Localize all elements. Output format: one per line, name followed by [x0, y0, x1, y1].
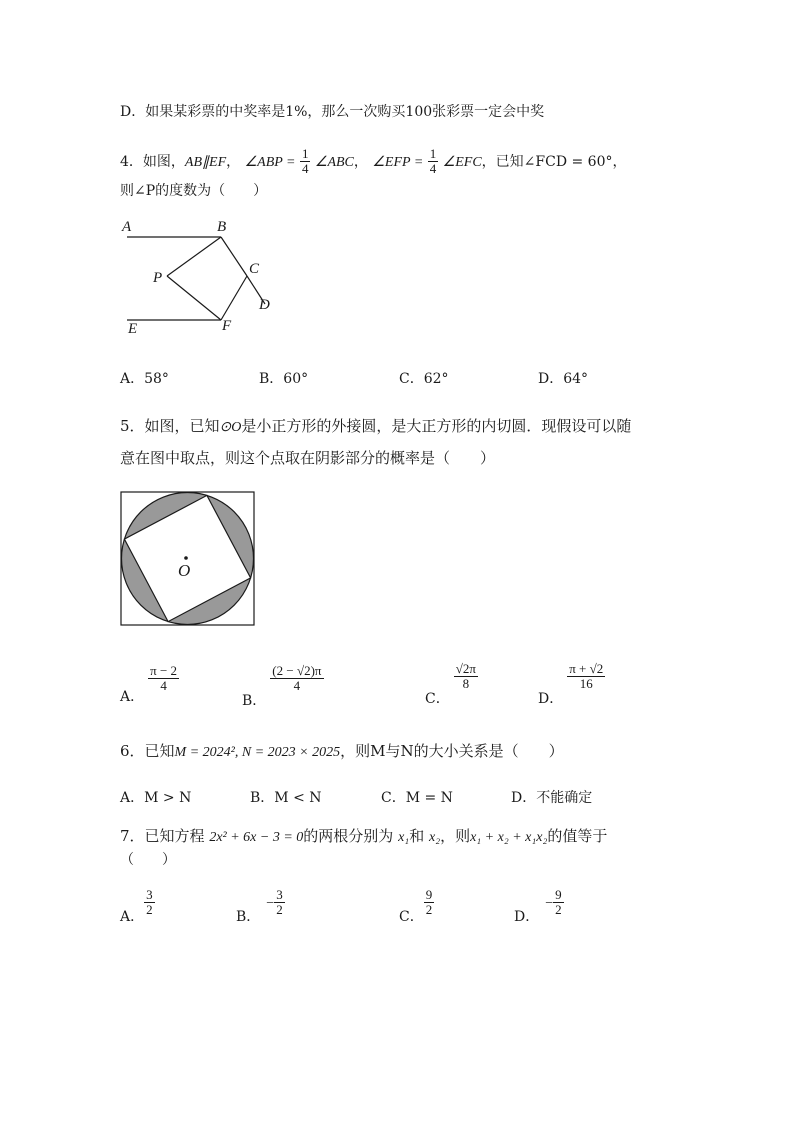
- q4-option-a: A．58°: [120, 371, 169, 387]
- q4-angle-abp: ∠ABP =: [244, 154, 296, 170]
- q4-option-b: B．60°: [259, 371, 309, 387]
- q4-stem-line1: 4．如图，AB∥EF， ∠ABP = $\frac{1}{4}$ ∠ABC， ∠EFP = $\frac{1}{4}$ ∠EFC，已知∠FCD = 60°，: [120, 146, 627, 177]
- q4-fraction-2: $\frac{1}{4}$: [429, 146, 437, 177]
- q4-known-condition: ，已知∠FCD = 60°，: [481, 153, 627, 170]
- q7-option-c: C． $\frac{9}{2}$: [399, 887, 433, 925]
- q5-option-b: B． $\frac{(2 - √2)\pi}{4}$: [242, 663, 322, 709]
- q7-option-b: B．− $\frac{3}{2}$: [236, 887, 283, 925]
- q5-stem-line2: 意在图中取点，则这个点取在阴影部分的概率是（ ）: [120, 449, 496, 467]
- q4-label-a: A: [122, 219, 132, 235]
- q4-stem-line2: 则∠P的度数为（ ）: [120, 183, 268, 199]
- q3-option-d: D．如果某彩票的中奖率是1%，那么一次购买100张彩票一定会中奖: [120, 104, 545, 120]
- q4-prefix: 4．如图，: [120, 153, 185, 170]
- q7-equation: 2x² + 6x − 3 = 0: [209, 830, 304, 845]
- q4-angle-abc: ∠ABC: [314, 154, 354, 170]
- q4-geometry-figure: [115, 218, 285, 343]
- q5-option-c: C． $\frac{√2\pi}{8}$: [425, 661, 476, 707]
- q4-angle-efc: ∠EFC: [442, 154, 482, 170]
- q4-angle-efp: ∠EFP =: [372, 154, 424, 170]
- q4-label-p: P: [153, 270, 163, 286]
- q4-label-d: D: [259, 297, 270, 313]
- q4-option-c: C．62°: [399, 371, 449, 387]
- q7-expression: x₁ + x₂ + x₁x₂: [470, 830, 548, 845]
- q6-stem: 6．已知M = 2024², N = 2023 × 2025，则M与N的大小关系是（ ）: [120, 742, 564, 760]
- q7-stem-line1: 7．已知方程 2x² + 6x − 3 = 0的两根分别为 x₁和 x₂，则x₁ + x₂ + x₁x₂的值等于: [120, 827, 608, 845]
- q4-label-f: F: [222, 318, 232, 334]
- q7-option-a: A． $\frac{3}{2}$: [120, 887, 153, 925]
- q7-root2: x₂: [428, 830, 441, 845]
- q6-option-c: C．M = N: [381, 790, 453, 806]
- segment-cf: [221, 276, 247, 320]
- q5-stem-line1: 5．如图，已知⊙O是小正方形的外接圆，是大正方形的内切圆．现假设可以随: [120, 417, 632, 435]
- q6-option-b: B．M < N: [250, 790, 322, 806]
- q5-geometry-figure: [120, 491, 256, 627]
- q7-stem-line2: （ ）: [120, 852, 176, 868]
- segment-bc: [221, 237, 247, 276]
- q4-comma: ，: [226, 153, 241, 170]
- q4-label-b: B: [217, 219, 227, 235]
- segment-bp: [167, 237, 221, 276]
- center-point: [184, 556, 188, 560]
- q5-label-o: O: [178, 561, 191, 580]
- segment-pf: [167, 276, 221, 320]
- q6-formula: M = 2024², N = 2023 × 2025: [174, 745, 341, 760]
- q5-option-d: D． $\frac{\pi + √2}{16}$: [538, 661, 604, 707]
- q7-option-d: D．− $\frac{9}{2}$: [514, 887, 562, 925]
- q6-option-a: A．M > N: [120, 790, 192, 806]
- q6-option-d: D．不能确定: [511, 790, 593, 806]
- q4-option-d: D．64°: [538, 371, 589, 387]
- q4-label-c: C: [249, 261, 260, 277]
- q7-root1: x₁: [398, 830, 410, 845]
- q4-fraction-1: $\frac{1}{4}$: [301, 146, 309, 177]
- q4-label-e: E: [128, 321, 138, 337]
- q4-ab-parallel-ef: AB∥EF: [184, 154, 227, 170]
- q5-circle-o-symbol: ⊙O: [219, 420, 242, 435]
- q5-option-a: A． $\frac{\pi - 2}{4}$: [120, 663, 178, 705]
